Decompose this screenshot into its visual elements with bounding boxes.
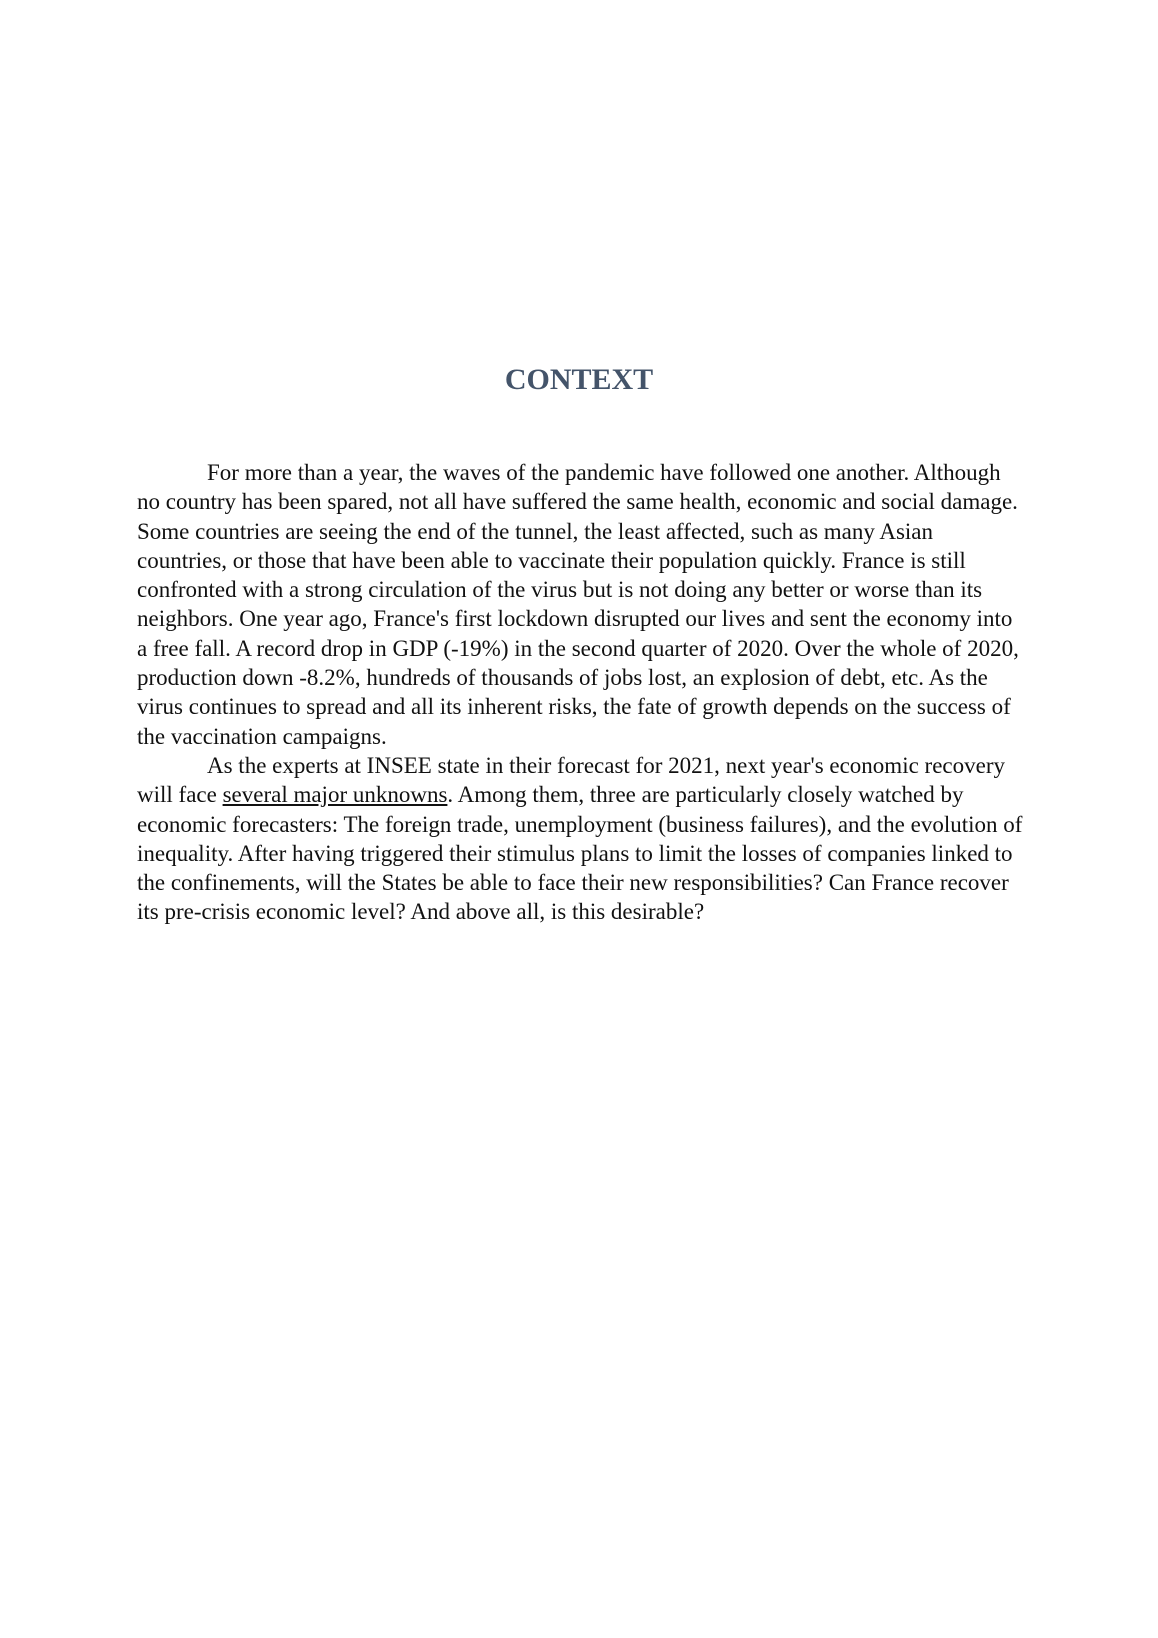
paragraph-2-start: As the experts at INSEE state in their forecast for 2021, next year's economic recovery will face bbox=[137, 752, 1005, 808]
paragraph-1: For more than a year, the waves of the pandemic have followed one another. Although no country has been spared, not all have suffered the same health, economic and social damage. Some countries are seeing the end of the tunnel, the least affected, such as many Asian countries, or those that have been able to vaccinate their population quickly. France is still confronted with a strong circulation of the virus but is not doing any better or worse than its neighbors. One year ago, France's first lockdown disrupted our lives and sent the economy into a free fall. A record drop in GDP (-19%) in the second quarter of 2020. Over the whole of 2020, production down -8.2%, hundreds of thousands of jobs lost, an explosion of debt, etc. As the virus continues to spread and all its inherent risks, the fate of growth depends on the success of the vaccination campaigns. bbox=[137, 460, 1019, 749]
underlined-phrase: several major unknowns bbox=[222, 782, 448, 808]
body-text bbox=[137, 458, 1024, 927]
page-title: CONTEXT bbox=[504, 363, 654, 396]
paragraph-2-end: . Among them, three are particularly closely watched by economic forecasters: The foreign trade, unemployment (business failures), and the evolution of inequality. After having triggered their stimulus plans to limit the losses of companies linked to the confinements, will the States be able to face their new responsibilities? Can France recover its pre-crisis economic level? And above all, is this desirable? bbox=[137, 782, 1023, 925]
paragraph-2 bbox=[137, 751, 1024, 927]
